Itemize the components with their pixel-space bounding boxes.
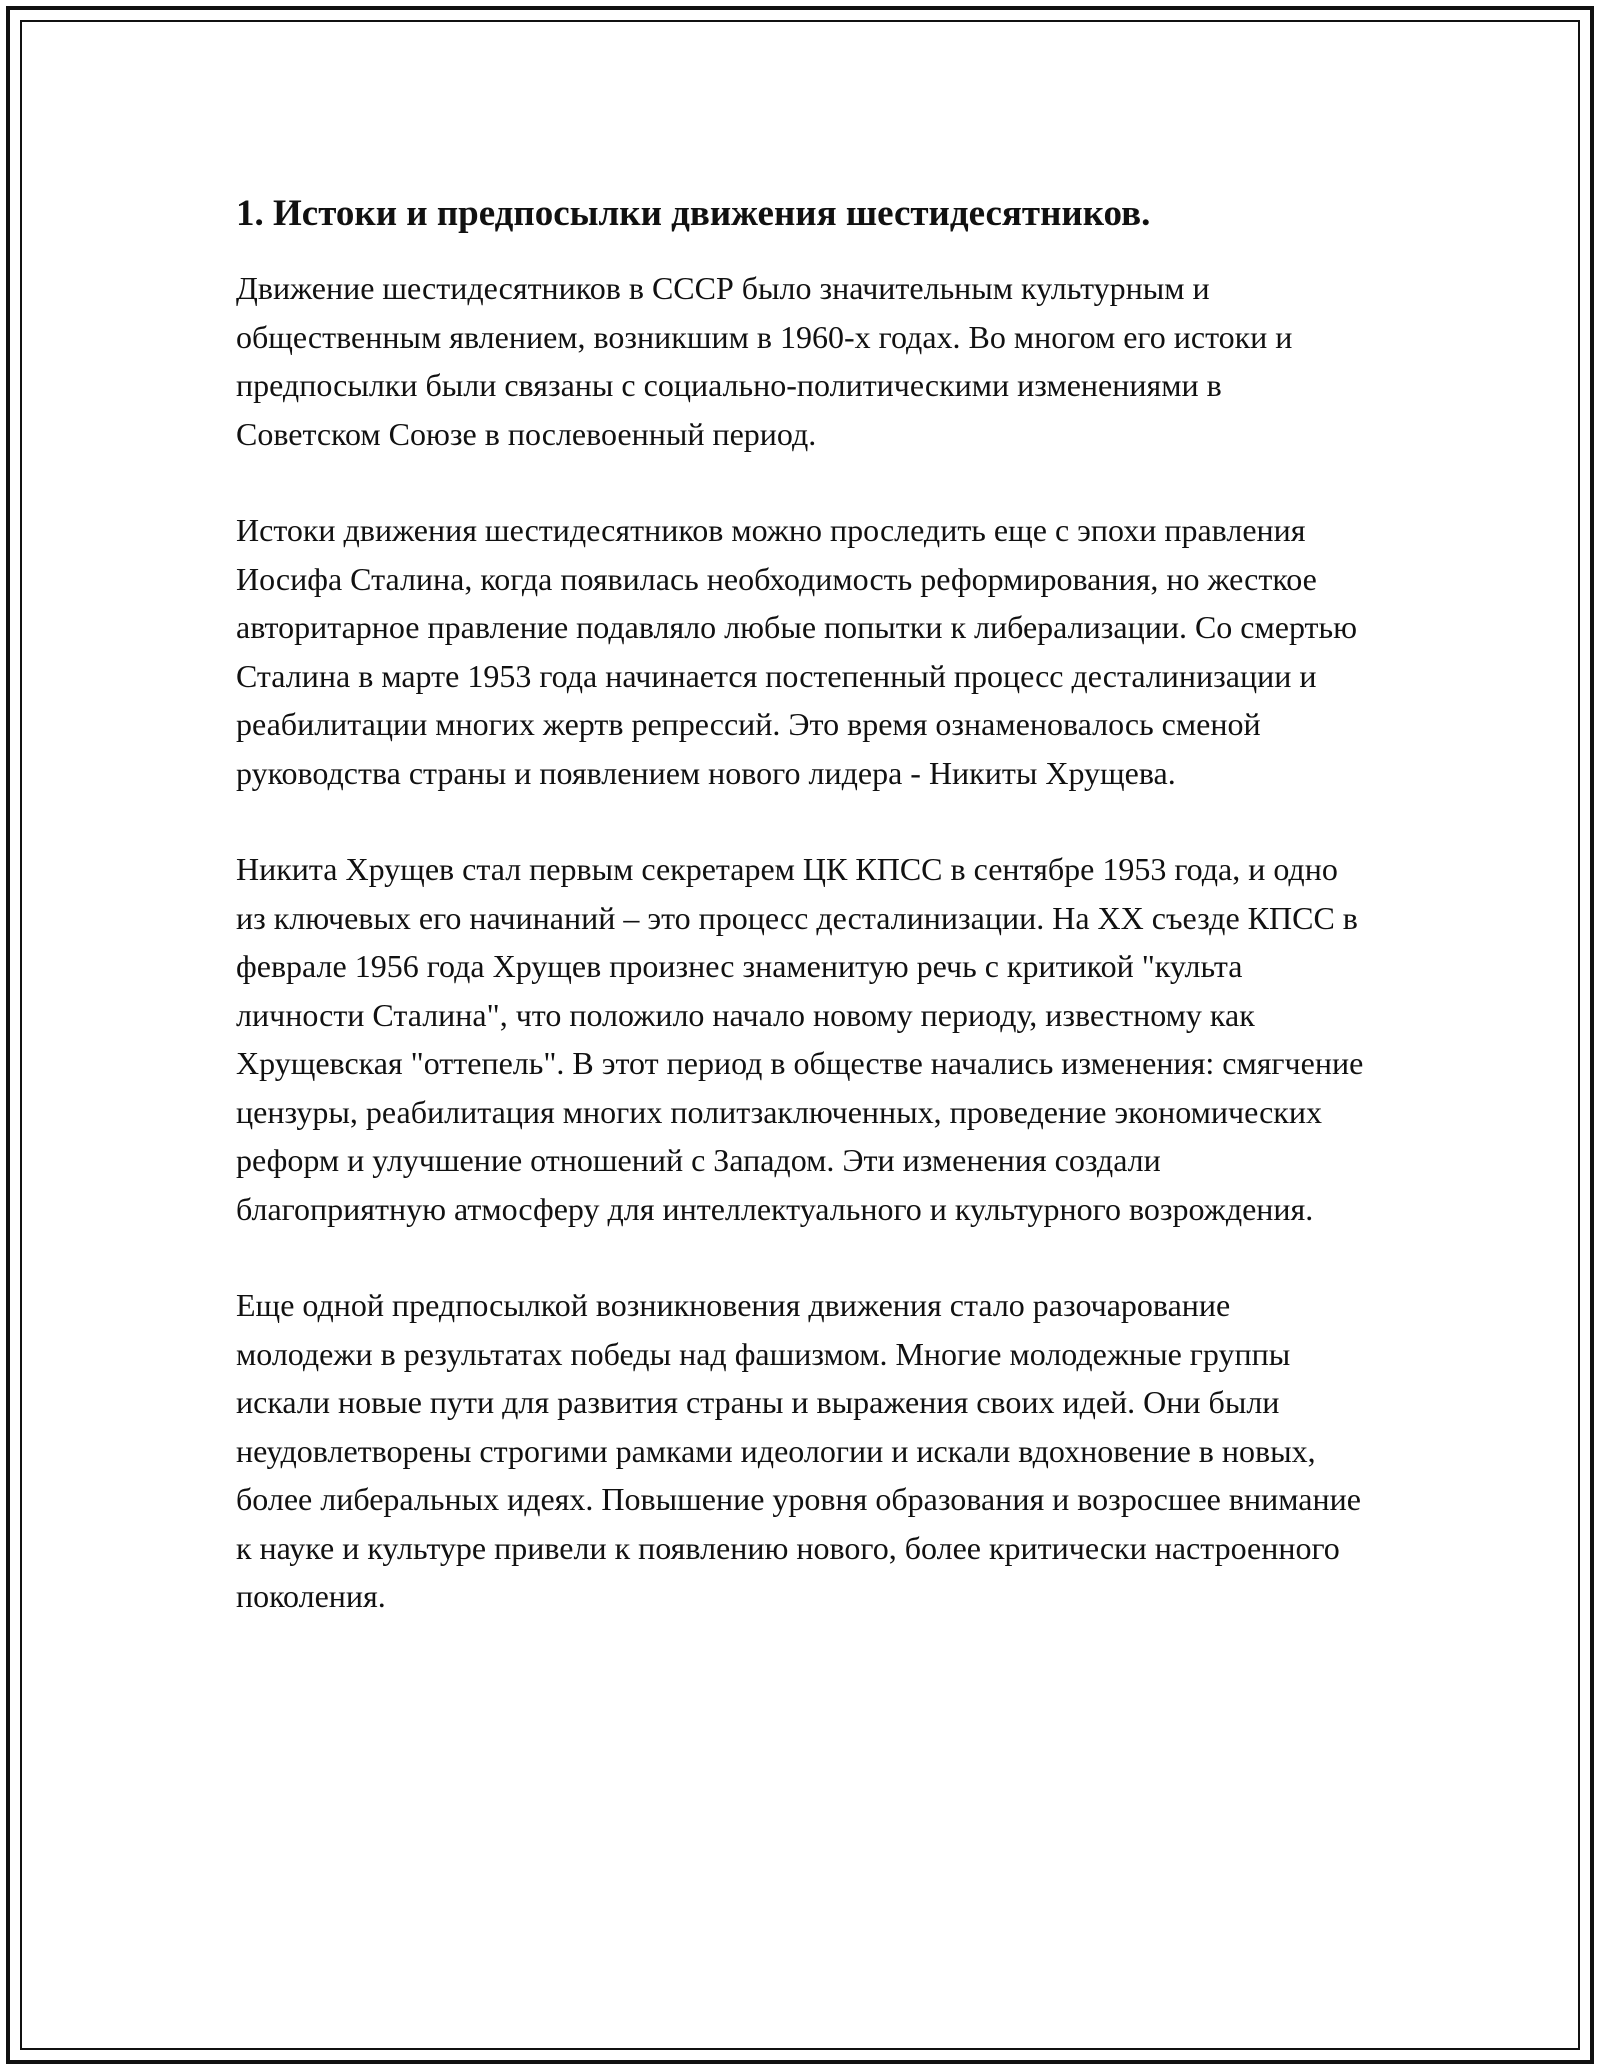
section-title: 1. Истоки и предпосылки движения шестидесятников.	[236, 193, 1151, 234]
paragraph-2: Истоки движения шестидесятников можно проследить еще с эпохи правления Иосифа Сталина, когда появилась необходимость реформирования, но жесткое авторитарное правление подавляло любые попытки к либерализации. Со смертью Сталина в марте 1953 года начинается постепенный процесс десталинизации и реабилитации многих жертв репрессий. Это время ознаменовалось сменой руководства страны и появлением нового лидера - Никиты Хрущева.	[236, 512, 1357, 791]
paragraph-4: Еще одной предпосылкой возникновения движения стало разочарование молодежи в результатах победы над фашизмом. Многие молодежные группы искали новые пути для развития страны и выражения своих идей. Они были неудовлетворены строгими рамками идеологии и искали вдохновение в новых, более либеральных идеях. Повышение уровня образования и возросшее внимание к науке и культуре привели к появлению нового, более критически настроенного поколения.	[236, 1287, 1361, 1614]
paragraph-3: Никита Хрущев стал первым секретарем ЦК КПСС в сентябре 1953 года, и одно из ключевых его начинаний – это процесс десталинизации. На XX съезде КПСС в феврале 1956 года Хрущев произнес знаменитую речь с критикой "культа личности Сталина", что положило начало новому периоду, известному как Хрущевская "оттепель". В этот период в обществе начались изменения: смягчение цензуры, реабилитация многих политзаключенных, проведение экономических реформ и улучшение отношений с Западом. Эти изменения создали благоприятную атмосферу для интеллектуального и культурного возрождения.	[236, 851, 1364, 1227]
paragraph-1: Движение шестидесятников в СССР было значительным культурным и общественным явлением, возникшим в 1960-х годах. Во многом его истоки и предпосылки были связаны с социально-политическими изменениями в Советском Союзе в послевоенный период.	[236, 270, 1293, 452]
document-body	[236, 186, 1366, 1669]
